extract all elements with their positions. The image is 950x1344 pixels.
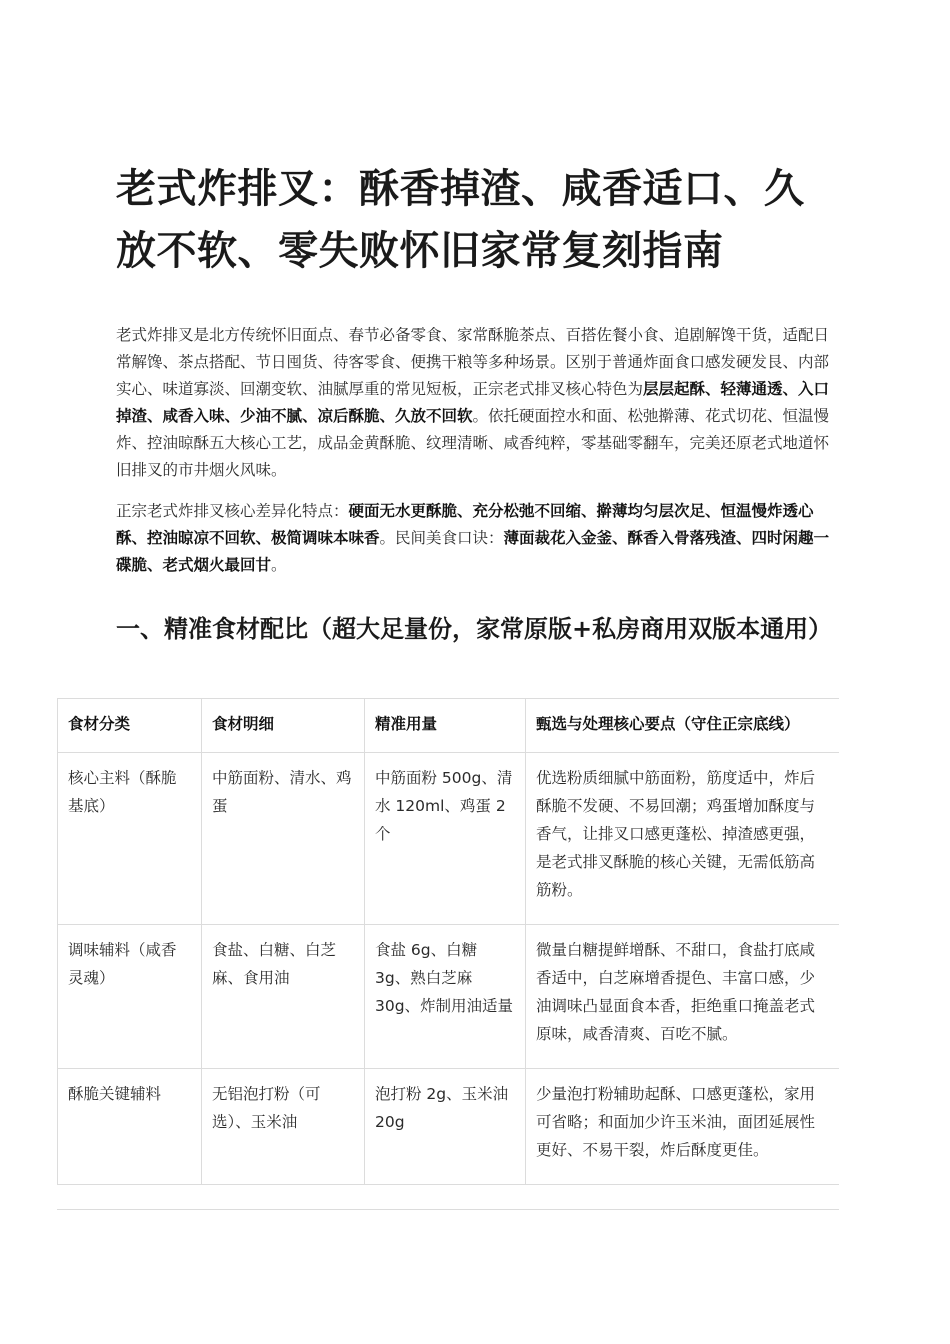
ingredients-table (57, 698, 839, 1185)
table-header-items: 食材明细 (202, 699, 365, 753)
table-row (58, 925, 840, 1069)
intro-highlight-1: 层层起酥、轻薄通透、入口掉渣、咸香入味、少油不腻、凉后酥脆、久放不回软 (116, 380, 830, 425)
table-header-category: 食材分类 (58, 699, 202, 753)
table-header-notes: 甄选与处理核心要点（守住正宗底线） (526, 699, 840, 753)
table-cell-notes: 微量白糖提鲜增酥、不甜口，食盐打底咸香适中，白芝麻增香提色、丰富口感，少油调味凸显面食本香，拒绝重口掩盖老式原味，咸香清爽、百吃不腻。 (526, 925, 840, 1069)
intro-paragraph (116, 322, 838, 484)
table-cell-amount: 食盐 6g、白糖 3g、熟白芝麻 30g、炸制用油适量 (365, 925, 526, 1069)
features-highlight: 硬面无水更酥脆、充分松弛不回缩、擀薄均匀层次足、恒温慢炸透心酥、控油晾凉不回软、极简调味本味香 (116, 502, 814, 547)
features-end: 。 (271, 556, 287, 574)
table-cell-category: 核心主料（酥脆基底） (58, 753, 202, 925)
section-heading-ingredients: 一、精准食材配比（超大足量份，家常原版+私房商用双版本通用） (116, 615, 833, 643)
features-mid: 。民间美食口诀： (379, 529, 504, 547)
table-row (58, 1069, 840, 1185)
table-cell-items: 食盐、白糖、白芝麻、食用油 (202, 925, 365, 1069)
page-title: 老式炸排叉：酥香掉渣、咸香适口、久放不软、零失败怀旧家常复刻指南 (116, 166, 805, 274)
table-cell-category: 调味辅料（咸香灵魂） (58, 925, 202, 1069)
folk-saying: 薄面裁花入金釜、酥香入骨落残渣、四时闲趣一碟脆、老式烟火最回甘 (116, 529, 830, 574)
table-cell-amount: 泡打粉 2g、玉米油 20g (365, 1069, 526, 1185)
table-cell-category: 酥脆关键辅料 (58, 1069, 202, 1185)
table-cell-items: 无铝泡打粉（可选）、玉米油 (202, 1069, 365, 1185)
table-cell-notes: 优选粉质细腻中筋面粉，筋度适中，炸后酥脆不发硬、不易回潮；鸡蛋增加酥度与香气，让排叉口感更蓬松、掉渣感更强，是老式排叉酥脆的核心关键，无需低筋高筋粉。 (526, 753, 840, 925)
intro-text-1: 老式炸排叉是北方传统怀旧面点、春节必备零食、家常酥脆茶点、百搭佐餐小食、追剧解馋干货，适配日常解馋、茶点搭配、节日囤货、待客零食、便携干粮等多种场景。区别于普通炸面食口感发硬发艮、内部实心、味道寡淡、回潮变软、油腻厚重的常见短板，正宗老式排叉核心特色为 (116, 326, 830, 398)
features-lead: 正宗老式炸排叉核心差异化特点： (116, 502, 349, 520)
table-header-amount: 精准用量 (365, 699, 526, 753)
table-cell-notes: 少量泡打粉辅助起酥、口感更蓬松，家用可省略；和面加少许玉米油，面团延展性更好、不易干裂，炸后酥度更佳。 (526, 1069, 840, 1185)
intro-text-2: 。依托硬面控水和面、松弛擀薄、花式切花、恒温慢炸、控油晾酥五大核心工艺，成品金黄酥脆、纹理清晰、咸香纯粹，零基础零翻车，完美还原老式地道怀旧排叉的市井烟火风味。 (116, 407, 830, 479)
table-header-row (58, 699, 840, 753)
table-cell-items: 中筋面粉、清水、鸡蛋 (202, 753, 365, 925)
features-paragraph (116, 498, 838, 579)
ingredients-table-container (57, 698, 839, 1210)
table-cell-amount: 中筋面粉 500g、清水 120ml、鸡蛋 2 个 (365, 753, 526, 925)
table-row (58, 753, 840, 925)
